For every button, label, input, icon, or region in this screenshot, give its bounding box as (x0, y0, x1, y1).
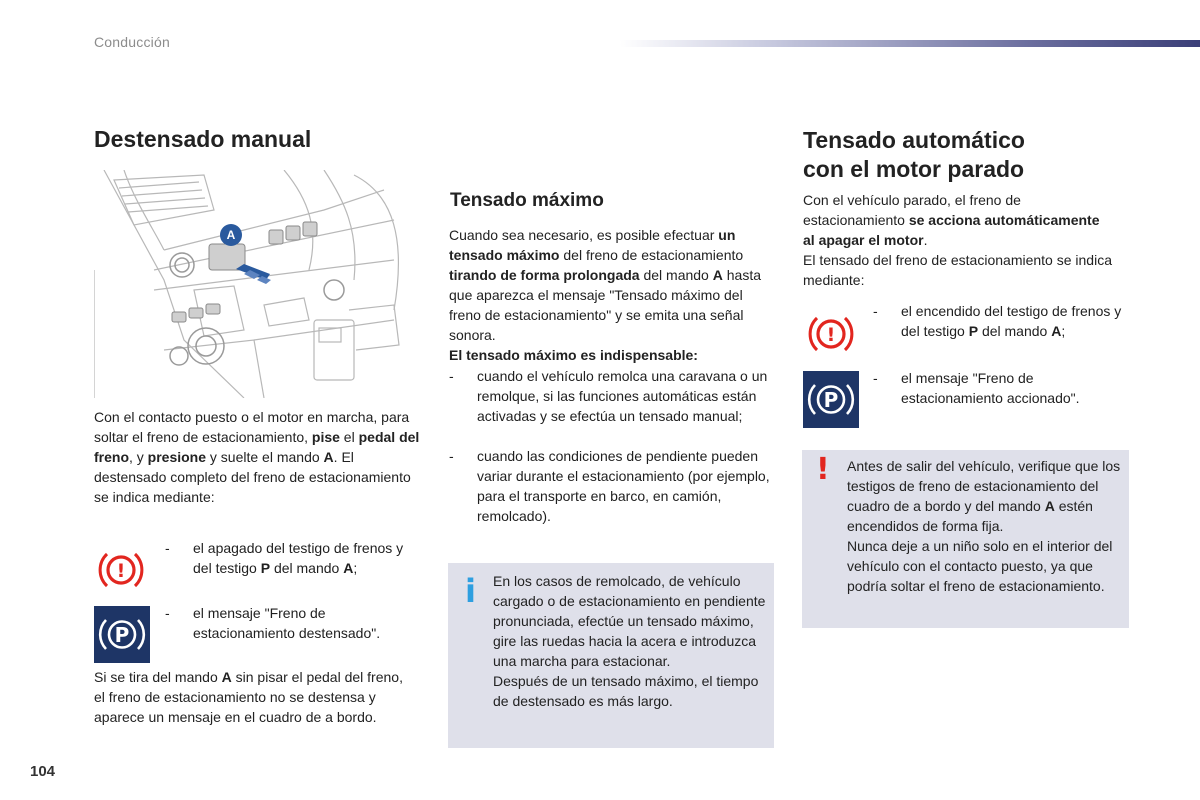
parking-glyph: P (823, 388, 839, 412)
control-a-label: A (220, 224, 242, 246)
title-destensado-manual: Destensado manual (94, 126, 312, 152)
list-dash: - (873, 303, 878, 319)
title-line-2: con el motor parado (803, 156, 1025, 182)
page-number: 104 (30, 763, 56, 780)
parking-brake-icon-right (803, 371, 859, 428)
middle-bullet-2 (449, 446, 777, 526)
warning-box-text: Antes de salir del vehículo, verifique que los testigos de freno de estacionamiento del cuadro de a bordo y del mando A estén encendidos de forma fija. Nunca deje a un niño solo en el interior del vehículo con el contacto puesto, ya que podría soltar el freno de estacionamiento. (847, 458, 1121, 594)
left-list-item-1-text: el apagado del testigo de frenos y del testigo P del mando A; (193, 540, 404, 576)
right-list-item-1 (873, 301, 1123, 341)
header-bar (620, 40, 1200, 47)
middle-bullet-2-text: cuando las condiciones de pendiente pueden variar durante el estacionamiento (por ejemplo, para el transporte en barco, en camión, remolcado). (477, 448, 770, 524)
list-dash: - (165, 540, 170, 556)
right-list-item-2-text: el mensaje "Freno de estacionamiento accionado". (901, 370, 1080, 406)
info-icon: i (465, 572, 476, 610)
brake-warning-icon (98, 547, 144, 593)
right-list-item-2 (873, 368, 1123, 408)
left-list-item-2 (165, 603, 425, 643)
title-tensado-maximo: Tensado máximo (450, 190, 604, 211)
list-dash: - (449, 448, 454, 464)
list-dash: - (449, 368, 454, 384)
left-intro-text: Con el contacto puesto o el motor en marcha, para soltar el freno de estacionamiento, pise el pedal del freno, y presione y suelte el mando A. El destensado completo del freno de estacionamiento se indica mediante: (94, 409, 420, 505)
middle-bullet-1-text: cuando el vehículo remolca una caravana o un remolque, si las funciones automáticas están activadas y se efectúa un tensado manual; (477, 368, 768, 424)
parking-glyph: P (114, 623, 130, 647)
brake-warning-glyph: ! (116, 560, 126, 582)
title-tensado-automatico (803, 126, 1103, 184)
brake-warning-glyph: ! (826, 324, 836, 346)
middle-body-text: Cuando sea necesario, es posible efectuar un tensado máximo del freno de estacionamiento tirando de forma prolongada del mando A hasta que aparezca el mensaje "Tensado máximo del freno de estacionamiento" y se emita una señal sonora. El tensado máximo es indispensable: (449, 227, 762, 363)
list-dash: - (873, 370, 878, 386)
right-list-item-1-text: el encendido del testigo de frenos y del testigo P del mando A; (901, 303, 1122, 339)
brake-warning-icon-right (808, 311, 854, 357)
title-line-1: Tensado automático (803, 127, 1025, 153)
list-dash: - (165, 605, 170, 621)
left-list-item-1 (165, 538, 425, 578)
info-box-text: En los casos de remolcado, de vehículo cargado o de estacionamiento en pendiente pronunciada, efectúe un tensado máximo, gire las ruedas hacia la acera e introduzca una marcha para estacionar. Después de un tensado máximo, el tiempo de destensado es más largo. (493, 573, 766, 709)
parking-brake-icon (94, 606, 150, 663)
middle-bullet-1 (449, 366, 777, 426)
left-list-item-2-text: el mensaje "Freno de estacionamiento destensado". (193, 605, 381, 641)
dashboard-drawing (94, 170, 406, 398)
warning-icon: ! (816, 452, 830, 487)
section-label: Conducción (94, 34, 170, 50)
dashboard-illustration (94, 170, 406, 398)
left-outro-text: Si se tira del mando A sin pisar el pedal del freno, el freno de estacionamiento no se destensa y aparece un mensaje en el cuadro de a bordo. (94, 669, 403, 725)
right-intro-text: Con el vehículo parado, el freno de estacionamiento se acciona automáticamente al apagar el motor. El tensado del freno de estacionamiento se indica mediante: (803, 192, 1112, 288)
